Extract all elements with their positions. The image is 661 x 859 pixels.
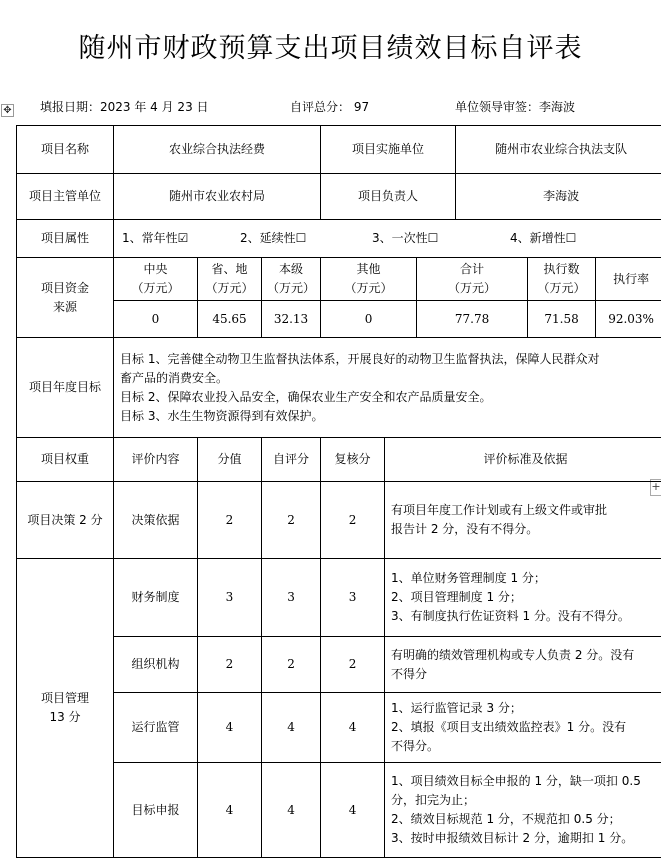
project-name-value: 农业综合执法经费: [114, 126, 321, 174]
decision-score: 2: [198, 482, 262, 559]
mgmt-criteria: 1、单位财务管理制度 1 分； 2、项目管理制度 1 分； 3、有制度执行佐证资料 1 分。没有不得分。: [385, 559, 661, 637]
mgmt-criteria: 1、运行监管记录 3 分； 2、填报《项目支出绩效监控表》1 分。没有 不得分。: [385, 693, 661, 763]
funds-rate: 92.03%: [596, 301, 661, 338]
project-name-label: 项目名称: [17, 126, 114, 174]
funds-head-local: 本级 （万元）: [262, 258, 321, 301]
decision-self: 2: [262, 482, 321, 559]
management-weight: 项目管理 13 分: [17, 559, 114, 858]
decision-criteria: 有项目年度工作计划或有上级文件或审批 报告计 2 分，没有不得分。: [385, 482, 661, 559]
evaluation-table: [16, 125, 661, 858]
funds-head-province: 省、地 （万元）: [198, 258, 262, 301]
mgmt-item: 运行监管: [114, 693, 198, 763]
attr-option-regular[interactable]: 1、常年性☑: [122, 231, 189, 245]
eval-head-weight: 项目权重: [17, 438, 114, 482]
funds-head-rate: 执行率: [596, 258, 661, 301]
funds-label: 项目资金 来源: [17, 258, 114, 338]
mgmt-review: 3: [321, 559, 385, 637]
total-score: 自评总分： 97: [290, 100, 370, 114]
eval-head-score: 分值: [198, 438, 262, 482]
funds-head-other: 其他 （万元）: [321, 258, 417, 301]
mgmt-item: 目标申报: [114, 763, 198, 858]
fill-date: 填报日期：2023 年 4 月 23 日: [40, 100, 209, 114]
page-title: 随州市财政预算支出项目绩效目标自评表: [78, 33, 583, 64]
attr-label: 项目属性: [17, 220, 114, 258]
annual-goal-text: 目标 1、完善健全动物卫生监督执法体系，开展良好的动物卫生监督执法，保障人民群众对 畜产品的消费安全。 目标 2、保障农业投入品安全，确保农业生产安全和农产品质量安全。 目标 3、水生生物资源得到有效保护。: [114, 338, 661, 438]
eval-head-review: 复核分: [321, 438, 385, 482]
funds-local: 32.13: [262, 301, 321, 338]
attr-options: [114, 220, 661, 258]
attr-option-new[interactable]: 4、新增性☐: [510, 231, 577, 245]
funds-province: 45.65: [198, 301, 262, 338]
funds-central: 0: [114, 301, 198, 338]
eval-head-self: 自评分: [262, 438, 321, 482]
annual-goal-label: 项目年度目标: [17, 338, 114, 438]
decision-review: 2: [321, 482, 385, 559]
decision-item: 决策依据: [114, 482, 198, 559]
mgmt-self: 3: [262, 559, 321, 637]
mgmt-self: 2: [262, 637, 321, 693]
mgmt-review: 2: [321, 637, 385, 693]
owner-label: 项目负责人: [321, 174, 456, 220]
leader-sign: 单位领导审签：李海波: [455, 100, 576, 114]
funds-total: 77.78: [417, 301, 528, 338]
decision-weight: 项目决策 2 分: [17, 482, 114, 559]
mgmt-review: 4: [321, 763, 385, 858]
mgmt-score: 4: [198, 763, 262, 858]
insert-row-plus-icon[interactable]: +: [650, 479, 661, 496]
mgmt-criteria: 1、项目绩效目标全申报的 1 分，缺一项扣 0.5 分，扣完为止； 2、绩效目标规范 1 分，不规范扣 0.5 分； 3、按时申报绩效目标计 2 分，逾期扣 1 分。: [385, 763, 661, 858]
dept-value: 随州市农业农村局: [114, 174, 321, 220]
funds-head-executed: 执行数 （万元）: [528, 258, 596, 301]
table-move-handle-icon[interactable]: ✥: [1, 104, 14, 117]
owner-value: 李海波: [456, 174, 661, 220]
funds-other: 0: [321, 301, 417, 338]
funds-head-central: 中央 （万元）: [114, 258, 198, 301]
mgmt-self: 4: [262, 693, 321, 763]
mgmt-self: 4: [262, 763, 321, 858]
eval-head-criteria: 评价标准及依据: [385, 438, 661, 482]
mgmt-score: 3: [198, 559, 262, 637]
mgmt-score: 2: [198, 637, 262, 693]
funds-head-total: 合计 （万元）: [417, 258, 528, 301]
attr-option-onetime[interactable]: 3、一次性☐: [372, 231, 439, 245]
mgmt-item: 组织机构: [114, 637, 198, 693]
impl-unit-value: 随州市农业综合执法支队: [456, 126, 661, 174]
dept-label: 项目主管单位: [17, 174, 114, 220]
eval-head-content: 评价内容: [114, 438, 198, 482]
attr-option-continuing[interactable]: 2、延续性☐: [240, 231, 307, 245]
mgmt-item: 财务制度: [114, 559, 198, 637]
mgmt-review: 4: [321, 693, 385, 763]
mgmt-score: 4: [198, 693, 262, 763]
funds-executed: 71.58: [528, 301, 596, 338]
impl-unit-label: 项目实施单位: [321, 126, 456, 174]
mgmt-criteria: 有明确的绩效管理机构或专人负责 2 分。没有 不得分: [385, 637, 661, 693]
